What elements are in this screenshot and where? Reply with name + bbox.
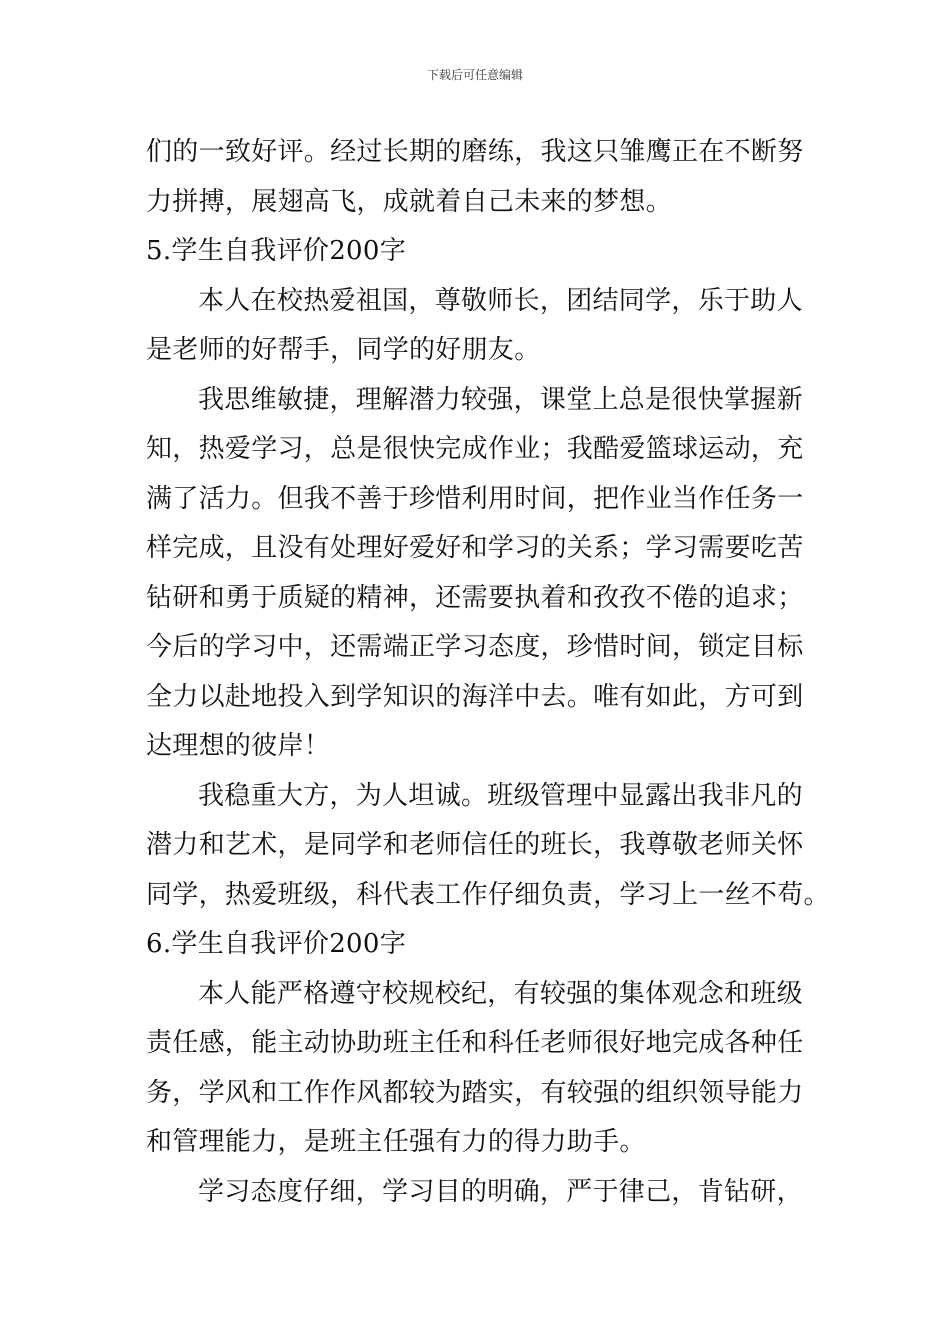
text-line: 务，学风和工作作风都较为踏实，有较强的组织领导能力 bbox=[146, 1077, 804, 1108]
body-text bbox=[146, 128, 830, 1217]
text-line: 力拼搏，展翅高飞，成就着自己未来的梦想。 bbox=[146, 186, 673, 217]
text-line: 知，热爱学习，总是很快完成作业；我酷爱篮球运动，充 bbox=[146, 434, 804, 464]
text-line: 钻研和勇于质疑的精神，还需要执着和孜孜不倦的追求； bbox=[146, 582, 804, 613]
text-line: 同学，热爱班级，科代表工作仔细负责，学习上一丝不苟。 bbox=[146, 879, 830, 910]
text-line: 全力以赴地投入到学知识的海洋中去。唯有如此，方可到 bbox=[146, 681, 804, 712]
text-line: 本人在校热爱祖国，尊敬师长，团结同学，乐于助人 bbox=[198, 285, 803, 316]
text-line: 样完成，且没有处理好爱好和学习的关系；学习需要吃苦 bbox=[146, 533, 804, 563]
text-line: 本人能严格遵守校规校纪，有较强的集体观念和班级 bbox=[198, 978, 803, 1009]
text-line: 责任感，能主动协助班主任和科任老师很好地完成各种任 bbox=[146, 1028, 804, 1058]
section-heading: 5.学生自我评价200字 bbox=[146, 236, 407, 266]
section-heading: 6.学生自我评价200字 bbox=[146, 929, 407, 959]
text-line: 我思维敏捷，理解潜力较强，课堂上总是很快掌握新 bbox=[198, 384, 803, 415]
text-line: 今后的学习中，还需端正学习态度，珍惜时间，锁定目标 bbox=[146, 632, 804, 662]
text-line: 达理想的彼岸！ bbox=[146, 731, 331, 761]
text-line: 学习态度仔细，学习目的明确，严于律己，肯钻研， bbox=[198, 1176, 803, 1207]
text-line: 们的一致好评。经过长期的磨练，我这只雏鹰正在不断努 bbox=[146, 137, 804, 167]
text-line: 是老师的好帮手，同学的好朋友。 bbox=[146, 335, 541, 365]
text-line: 我稳重大方，为人坦诚。班级管理中显露出我非凡的 bbox=[198, 780, 803, 811]
text-line: 和管理能力，是班主任强有力的得力助手。 bbox=[146, 1127, 646, 1157]
header-note: 下载后可任意编辑 bbox=[426, 68, 523, 82]
text-line: 潜力和艺术，是同学和老师信任的班长，我尊敬老师关怀 bbox=[146, 830, 804, 860]
text-line: 满了活力。但我不善于珍惜利用时间，把作业当作任务一 bbox=[146, 483, 804, 514]
